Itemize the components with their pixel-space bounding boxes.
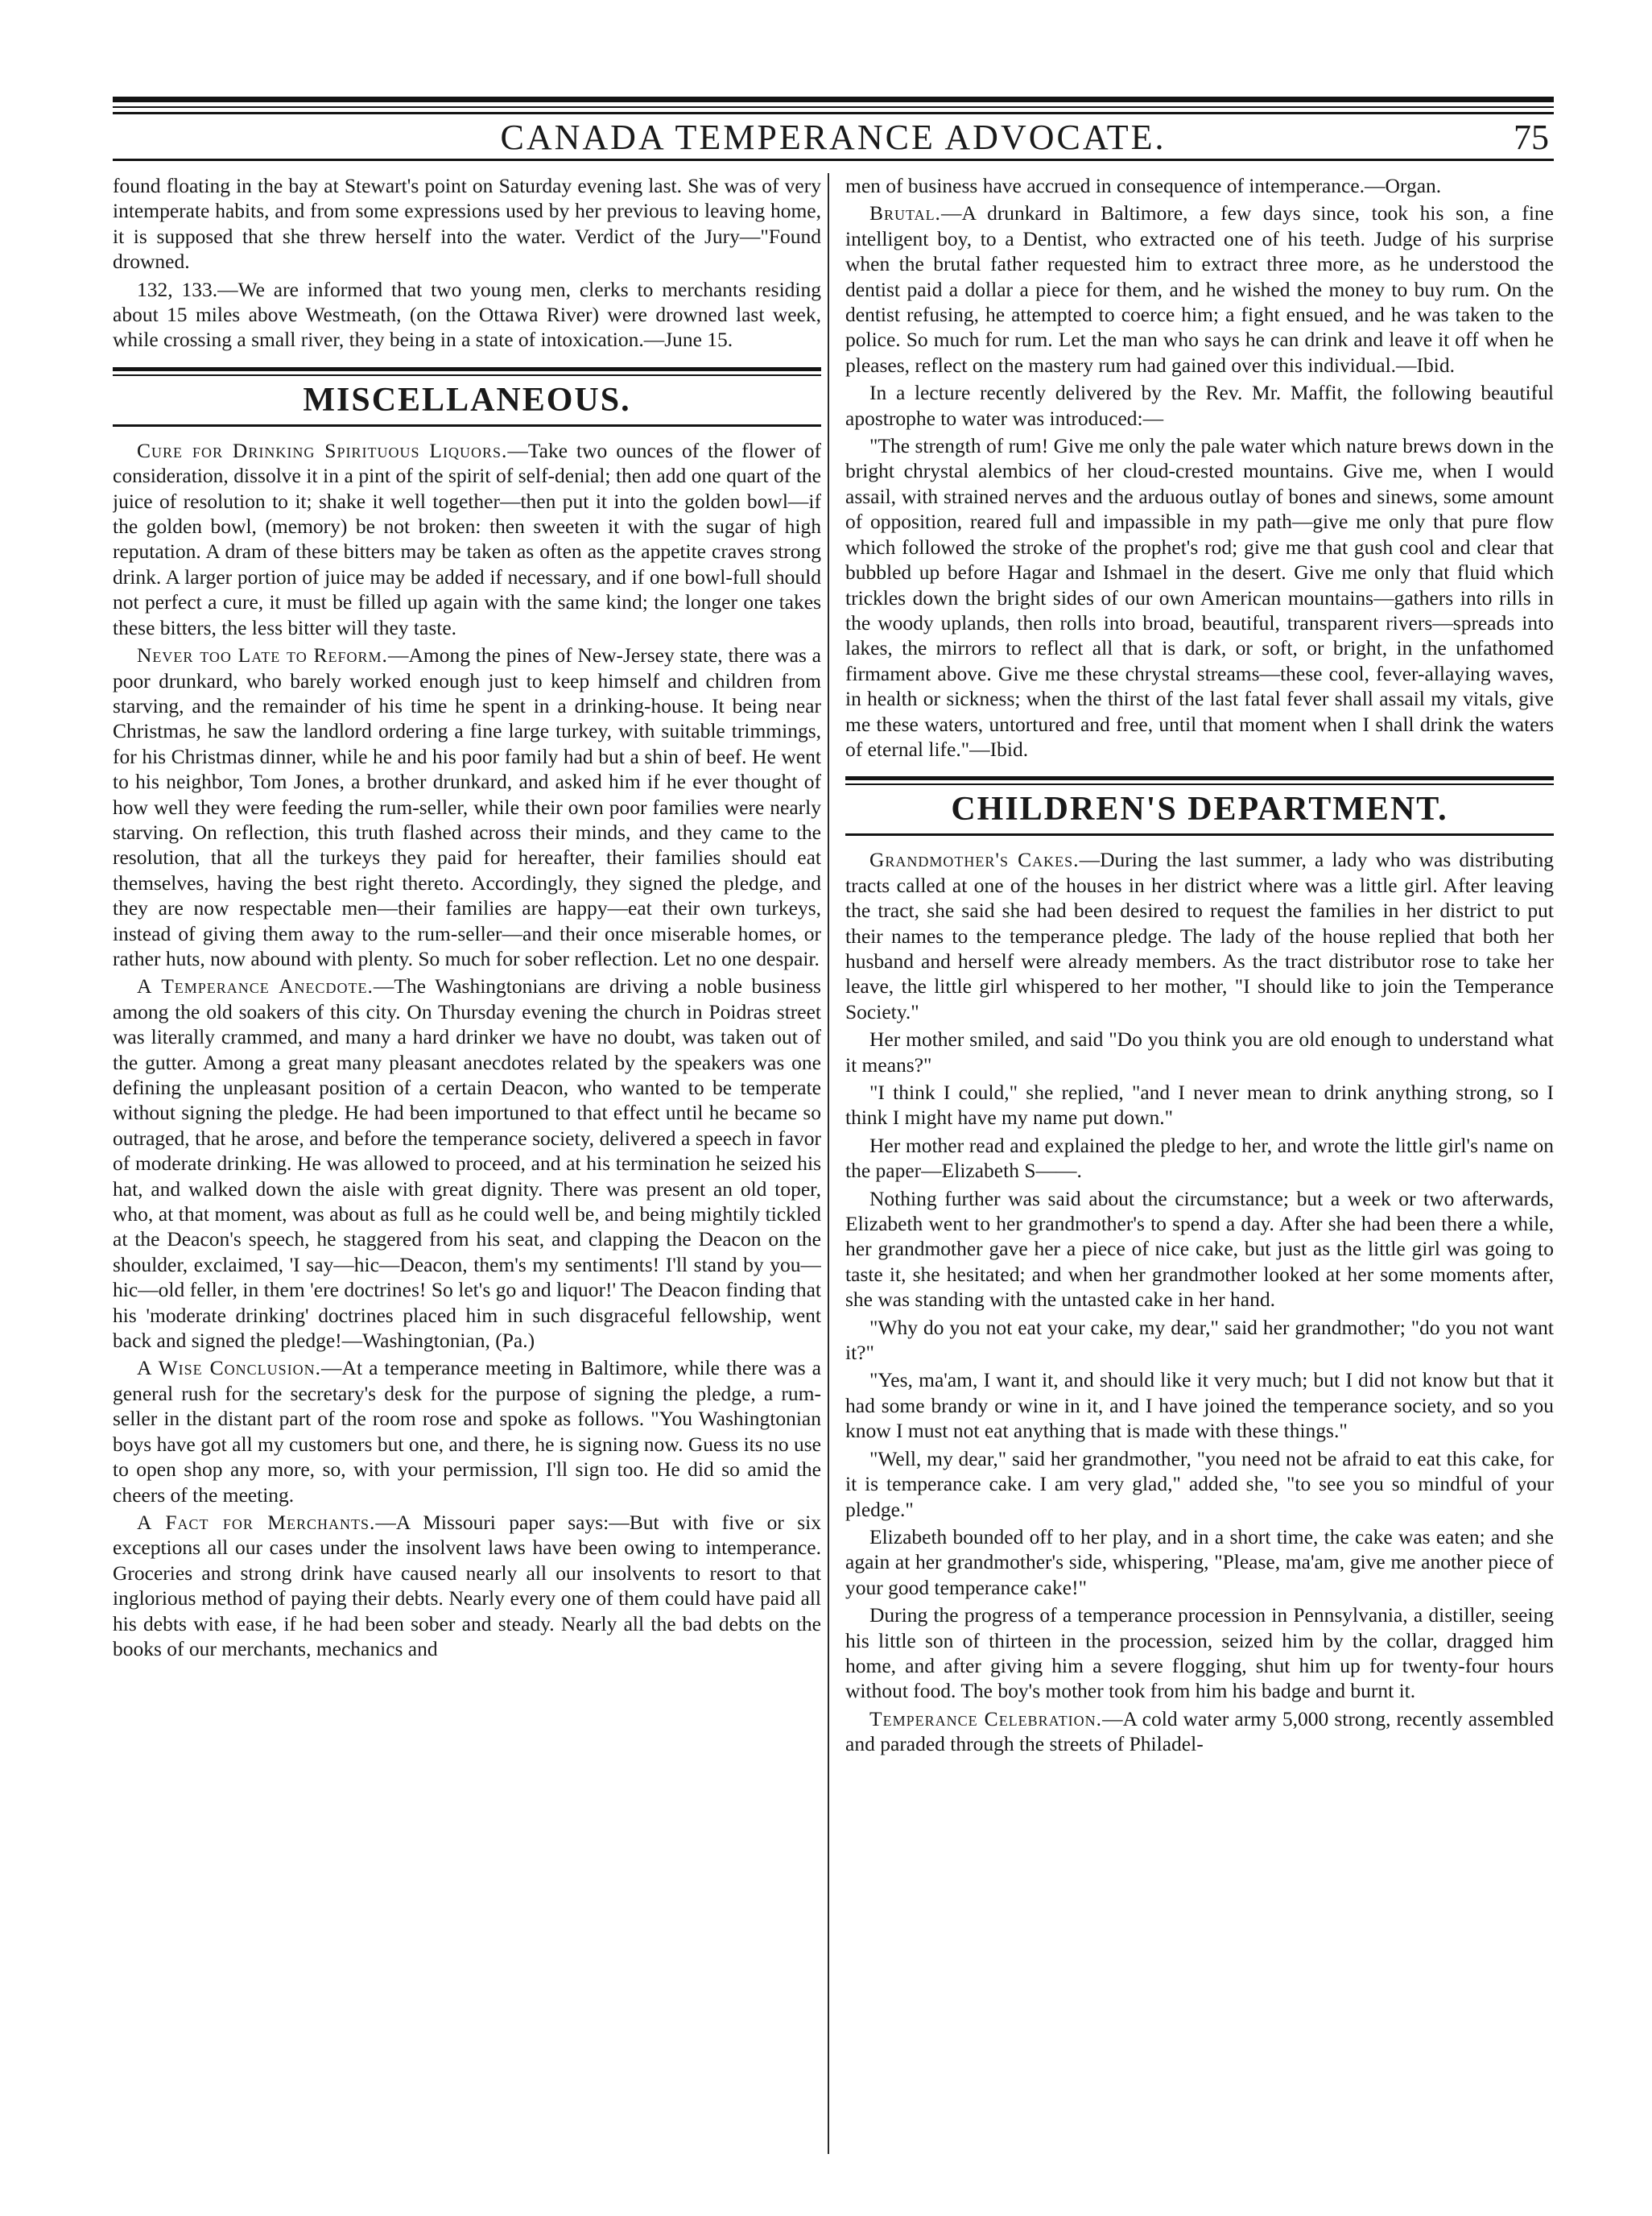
- column-divider: [828, 173, 829, 2154]
- fact-for-merchants-continued: men of business have accrued in consequence of intemperance.—Organ.: [845, 174, 1442, 197]
- section-heading-miscellaneous: MISCELLANEOUS.: [113, 376, 821, 427]
- article-wise-conclusion: [113, 1355, 821, 1507]
- newspaper-title: CANADA TEMPERANCE ADVOCATE.: [500, 118, 1167, 157]
- section-heading-childrens-department: CHILDREN'S DEPARTMENT.: [845, 785, 1554, 836]
- left-column: [113, 173, 821, 2154]
- article-title: A Temperance Anecdote.: [137, 974, 374, 998]
- article-body: —A Missouri paper says:—But with five or six exceptions all our cases under the insolvent laws have been owing to intemperance. Groceries and strong drink have caused nearly all our insolvents to resort to that inglorious method of paying their debts. Nearly every one of them could have paid all his debts with ease, if he had been sober and steady. Nearly all the bad debts on the books of our merchants, mechanics and: [113, 1510, 821, 1660]
- section-rule: [113, 367, 821, 376]
- drowning-report-132-133: 132, 133.—We are informed that two young men, clerks to merchants residing about 15 miles above Westmeath, (on the Ottawa River) were drowned last week, while crossing a small river, they being in a state of intoxication.—June 15.: [113, 277, 821, 352]
- article-body: —At a temperance meeting in Baltimore, while there was a general rush for the secretary's desk for the purpose of signing the pledge, a rum-seller in the distant part of the room rose and spoke as follows. "You Washingtonian boys have got all my customers but one, and there, he is signing now. Guess its no use to open shop any more, so, with your permission, I'll sign too. He did so amid the cheers of the meeting.: [113, 1356, 821, 1507]
- page-number: 75: [1514, 118, 1549, 157]
- article-body: —A cold water army 5,000 strong, recently assembled and paraded through the streets of Philadel-: [845, 1706, 1554, 1756]
- article-body: —Among the pines of New-Jersey state, there was a poor drunkard, who barely worked enough just to keep himself and children from starving, and the remainder of his time he spent in a drinking-house. It being near Christmas, he saw the landlord ordering a fine large turkey, with suitable trimmings, for his Christmas dinner, while he and his poor family had but a shin of beef. He went to his neighbor, Tom Jones, a brother drunkard, and asked him if he ever thought of how well they were feeding the rum-seller, while their own poor families were nearly starving. On reflection, this truth flashed across their minds, and they came to the resolution, that all the turkeys they paid for hereafter, their families should eat themselves, having the best right thereto. Accordingly, they signed the pledge, and they are now respectable men—their families are happy—eat their own turkeys, instead of giving them away to the rum-seller—and their once miserable homes, or rather huts, now abound with plenty. So much for sober reflection. Let no one despair.: [113, 643, 821, 970]
- section-rule: [845, 776, 1554, 785]
- miscellaneous-section-header: [113, 367, 821, 427]
- story-paragraph: Nothing further was said about the circumstance; but a week or two afterwards, Elizabeth went to her grandmother's to spend a day. After she had been there a while, her grandmother gave her a piece of nice cake, but just as the little girl was going to taste it, she hesitated; and when her grandmother looked at her some moments after, she was standing with the untasted cake in her hand.: [845, 1186, 1554, 1312]
- article-title: Cure for Drinking Spirituous Liquors.: [137, 438, 508, 462]
- header-double-rule: [113, 97, 1554, 114]
- article-title: Never too Late to Reform.: [137, 643, 388, 668]
- article-title: Grandmother's Cakes.: [869, 848, 1080, 872]
- strength-of-rum-quote: "The strength of rum! Give me only the pale water which nature brews down in the bright chrystal alembics of her cloud-crested mountains. Give me, when I would assail, with strained nerves and the arduous outlay of bones and sinews, some amount of opposition, reared full and impassible in my path—give me only that pure flow which followed the stroke of the prophet's rod; give me that gush cool and clear that bubbled up before Hagar and Ishmael in the desert. Give me only that fluid which trickles down the bright sides of our own American mountains—gathers into rills in the woody uplands, then rolls into broad, beautiful, transparent rivers—spreads into lakes, the mirrors to reflect all that is dark, or soft, or bright, in the unfathomed firmament above. Give me these chrystal streams—these cool, fever-allaying waves, in health or sickness; when the thirst of the last fatal fever shall assail my vitals, give me these waters, untortured and free, until that moment when I shall drink the waters of eternal life."—Ibid.: [845, 434, 1554, 761]
- story-paragraph: Her mother read and explained the pledge to her, and wrote the little girl's name on the paper—Elizabeth S——.: [845, 1133, 1554, 1183]
- article-title: A Wise Conclusion.: [137, 1356, 322, 1380]
- article-never-too-late: [113, 643, 821, 971]
- story-paragraph: Her mother smiled, and said "Do you think you are old enough to understand what it means?": [845, 1027, 1554, 1077]
- story-paragraph: "Well, my dear," said her grandmother, "you need not be afraid to eat this cake, for it is temperance cake. I am very glad," added she, "to see you so mindful of your pledge.": [845, 1446, 1554, 1521]
- article-title: Temperance Celebration.: [869, 1706, 1103, 1730]
- lecture-intro: In a lecture recently delivered by the Rev. Mr. Maffit, the following beautiful apostrophe to water was introduced:—: [845, 381, 1554, 430]
- story-paragraph: "I think I could," she replied, "and I never mean to drink anything strong, so I think I might have my name put down.": [845, 1081, 1554, 1130]
- story-paragraph: Elizabeth bounded off to her play, and in a short time, the cake was eaten; and she again at her grandmother's side, whispering, "Please, ma'am, give me another piece of your good temperance cake!": [845, 1524, 1554, 1599]
- article-grandmothers-cakes: [845, 847, 1554, 1024]
- article-fact-for-merchants: [113, 1510, 821, 1661]
- article-temperance-celebration: [845, 1706, 1554, 1757]
- childrens-section-header: [845, 776, 1554, 836]
- drowning-report-continued: found floating in the bay at Stewart's point on Saturday evening last. She was of very intemperate habits, and from some expressions used by her previous to leaving home, it is supposed that she threw herself into the water. Verdict of the Jury—"Found drowned.: [113, 174, 821, 274]
- article-title: A Fact for Merchants.: [137, 1510, 376, 1534]
- story-paragraph: "Why do you not eat your cake, my dear," said her grandmother; "do you not want it?": [845, 1315, 1554, 1365]
- article-cure-for-drinking: [113, 438, 821, 640]
- article-title: Brutal.: [869, 201, 941, 225]
- article-brutal: [845, 201, 1554, 378]
- right-column: [845, 173, 1554, 2154]
- article-body: —During the last summer, a lady who was distributing tracts called at one of the houses in her district where was a little girl. After leaving the tract, she said she had been desired to request the families in her district to put their names to the temperance pledge. The lady of the house replied that both her husband and herself were already members. As the tract distributor rose to take her leave, the little girl whispered to her mother, "I should like to join the Temperance Society.": [845, 848, 1554, 1023]
- page-header: [113, 114, 1554, 161]
- article-body: —Take two ounces of the flower of consideration, dissolve it in a pint of the spirit of self-denial; then add one quart of the juice of resolution to it; shake it well together—then put it into the golden bowl—if the golden bowl, (memory) be not broken: then sweeten it with the sugar of high reputation. A dram of these bitters may be taken as often as the appetite craves strong drink. A larger portion of juice may be added if necessary, and if one bowl-full should not perfect a cure, it must be filled up again with the same kind; the longer one takes these bitters, the less bitter will they taste.: [113, 438, 821, 639]
- article-procession: During the progress of a temperance procession in Pennsylvania, a distiller, seeing his little son of thirteen in the procession, seized him by the collar, dragged him home, and after giving him a severe flogging, shut him up for twenty-four hours without food. The boy's mother took from him his badge and burnt it.: [845, 1603, 1554, 1703]
- story-paragraph: "Yes, ma'am, I want it, and should like it very much; but I did not know but that it had some brandy or wine in it, and I have joined the temperance society, and so you know I must not eat anything that is made with these things.": [845, 1368, 1554, 1443]
- article-body: —The Washingtonians are driving a noble business among the old soakers of this city. On Thursday evening the church in Poidras street was literally crammed, and many a hard drinker we have no doubt, was taken out of the gutter. Among a great many pleasant anecdotes related by the speakers was one defining the unpleasant position of a certain Deacon, who wanted to be temperate without signing the pledge. He had been importuned to that effect until he became so outraged, that he arose, and before the temperance society, delivered a speech in favor of moderate drinking. He was allowed to proceed, and at his termination he seized his hat, and walked down the aisle with great dignity. There was present an old toper, who, at that moment, was about as full as he could well be, and being mightily tickled at the Deacon's speech, he staggered from his seat, and clapping the Deacon on the shoulder, exclaimed, 'I say—hic—Deacon, them's my sentiments! I'll stand by you—hic—old feller, in them 'ere doctrines! So let's go and liquor!' The Deacon finding that his 'moderate drinking' doctrines placed him in such disgraceful fellowship, went back and signed the pledge!—Washingtonian, (Pa.): [113, 974, 821, 1353]
- article-body: —A drunkard in Baltimore, a few days since, took his son, a fine intelligent boy, to a Dentist, who extracted one of his teeth. Judge of his surprise when the brutal father requested him to extract three more, as he understood the dentist paid a dollar a piece for them, and he wished the money to buy rum. On the dentist refusing, he attempted to coerce him; a fight ensued, and he was taken to the police. So much for rum. Let the man who says he can drink and leave it off when he pleases, reflect on the mastery rum had gained over this individual.—Ibid.: [845, 201, 1554, 377]
- article-temperance-anecdote: [113, 974, 821, 1353]
